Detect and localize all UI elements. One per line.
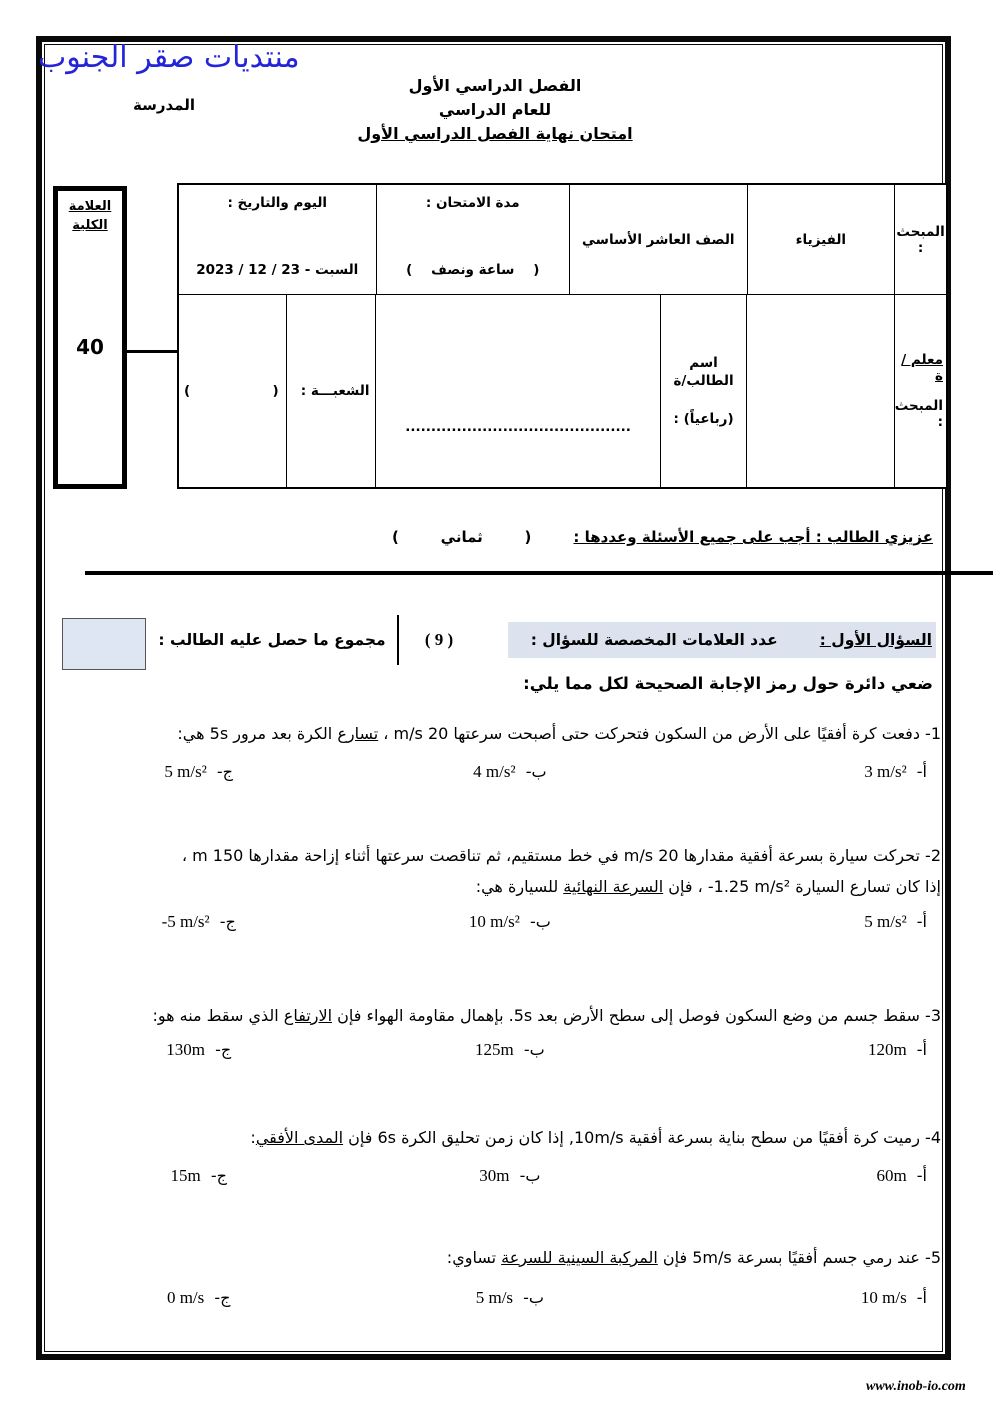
allocated-marks-value: ( 9 ) bbox=[424, 630, 454, 649]
option-value: 30m bbox=[479, 1166, 510, 1185]
teacher-label-2: المبحث : bbox=[894, 398, 943, 430]
mcq-instruction: ضعي دائرة حول رمز الإجابة الصحيحة لكل مما يلي: bbox=[523, 674, 933, 693]
question-5-pre: 5- عند رمي جسم أفقيًا بسرعة 5m/s فإن bbox=[657, 1248, 941, 1267]
question-1-keyword: تسارع bbox=[337, 724, 379, 743]
option-letter: أ- bbox=[916, 1288, 927, 1307]
question-5-options bbox=[52, 1288, 941, 1308]
question-4-post: : bbox=[250, 1128, 256, 1147]
subject-label-cell: المبحث : bbox=[896, 223, 945, 256]
question-1-pre: 1- دفعت كرة أفقيًا على الأرض من السكون فتحركت حتى أصبحت سرعتها 20 m/s ، bbox=[378, 724, 941, 743]
student-name-label-cell bbox=[661, 295, 748, 487]
exam-info-table bbox=[177, 183, 948, 489]
student-score-box bbox=[62, 618, 146, 670]
option-b bbox=[345, 1166, 674, 1186]
question-5-keyword: المركبة السينية للسرعة bbox=[501, 1248, 658, 1267]
option-value: 5 m/s bbox=[475, 1288, 514, 1307]
question-1-title: السؤال الأول : bbox=[819, 631, 932, 649]
question-4-options bbox=[52, 1166, 941, 1186]
empty-cell bbox=[747, 295, 895, 487]
question-2-keyword: السرعة النهائية bbox=[563, 877, 664, 896]
option-value: 120m bbox=[867, 1040, 907, 1059]
option-letter: أ- bbox=[916, 912, 927, 931]
option-letter: ب- bbox=[523, 1288, 544, 1307]
option-letter: ج- bbox=[214, 1288, 231, 1307]
question-3-keyword: الارتفاع bbox=[283, 1006, 333, 1025]
option-letter: ج- bbox=[215, 1040, 232, 1059]
header-exam-title: امتحان نهاية الفصل الدراسي الأول bbox=[357, 124, 633, 143]
student-name-label-3: (رباعياً) : bbox=[673, 411, 734, 427]
question-1-header bbox=[57, 611, 936, 669]
option-value: 4 m/s² bbox=[473, 762, 516, 781]
option-letter: ج- bbox=[219, 912, 236, 931]
option-letter: أ- bbox=[916, 1166, 927, 1185]
question-3-post: الذي سقط منه هو: bbox=[152, 1006, 284, 1025]
question-4-keyword: المدى الأفقي bbox=[255, 1128, 344, 1147]
option-a bbox=[674, 1288, 941, 1308]
option-b bbox=[345, 912, 674, 932]
duration-cell bbox=[377, 185, 571, 294]
question-2-post: للسيارة هي: bbox=[475, 877, 564, 896]
subject-value-cell: الفيزياء bbox=[748, 185, 896, 294]
question-5-text bbox=[52, 1242, 941, 1273]
info-table-row-1 bbox=[179, 185, 946, 294]
question-2-line-1: 2- تحركت سيارة بسرعة أفقية مقدارها 20 m/s في خط مستقيم، ثم تناقصت سرعتها أثناء إزاحة مقدارها 150 m ، bbox=[181, 846, 941, 865]
header-semester: الفصل الدراسي الأول bbox=[408, 76, 582, 95]
total-mark-label-1: العلامة bbox=[68, 199, 112, 214]
mark-box-connector-line bbox=[122, 350, 178, 353]
option-letter: ج- bbox=[210, 1166, 227, 1185]
option-value: 0 m/s bbox=[166, 1288, 205, 1307]
watermark-text: منتديات صقر الجنوب bbox=[38, 40, 300, 75]
option-value: 130m bbox=[166, 1040, 205, 1059]
option-value: 10 m/s² bbox=[468, 912, 520, 931]
question-4-text bbox=[52, 1122, 941, 1153]
school-label: المدرسة bbox=[133, 96, 195, 114]
option-value: 125m bbox=[475, 1040, 514, 1059]
date-cell bbox=[179, 185, 377, 294]
student-name-label-1: اسم bbox=[689, 355, 718, 371]
question-2-pre: إذا كان تسارع السيارة ‎-1.25 m/s²‎ ، فإن bbox=[663, 877, 941, 896]
option-value: 5 m/s² bbox=[164, 762, 207, 781]
dear-student-text: عزيزي الطالب : أجب على جميع الأسئلة وعددها : bbox=[573, 528, 933, 546]
question-4-pre: 4- رميت كرة أفقيًا من سطح بناية بسرعة أفقية 10m/s, إذا كان زمن تحليق الكرة 6s فإن bbox=[343, 1128, 941, 1147]
question-2-line-2 bbox=[52, 871, 941, 902]
option-letter: أ- bbox=[916, 1040, 927, 1059]
duration-label: مدة الامتحان : bbox=[425, 195, 520, 211]
option-value: 5 m/s² bbox=[864, 912, 907, 931]
option-value: 3 m/s² bbox=[864, 762, 907, 781]
total-mark-label-2: الكلية bbox=[72, 218, 108, 233]
option-c bbox=[52, 1288, 345, 1308]
total-mark-box bbox=[53, 186, 127, 489]
option-value: 15m bbox=[170, 1166, 201, 1185]
section-label-cell: الشعبـــة : bbox=[287, 295, 377, 487]
option-c bbox=[52, 762, 345, 782]
option-b bbox=[345, 762, 674, 782]
question-3-options bbox=[52, 1040, 941, 1060]
section-value-cell: ( ) bbox=[179, 295, 287, 487]
question-1-post: الكرة بعد مرور 5s هي: bbox=[177, 724, 338, 743]
student-name-label-2: الطالب/ة bbox=[673, 373, 734, 389]
option-c bbox=[52, 1166, 345, 1186]
option-letter: ب- bbox=[523, 1040, 545, 1059]
option-a bbox=[674, 1040, 941, 1060]
section-divider-line bbox=[85, 571, 993, 575]
website-url: www.inob-io.com bbox=[866, 1379, 966, 1394]
option-letter: أ- bbox=[916, 762, 927, 781]
duration-value: ( ساعة ونصف ) bbox=[406, 262, 540, 278]
header-vertical-divider bbox=[397, 615, 399, 665]
question-5-post: تساوي: bbox=[446, 1248, 502, 1267]
option-value: 60m bbox=[876, 1166, 907, 1185]
question-3-pre: 3- سقط جسم من وضع السكون فوصل إلى سطح الأرض بعد 5s. بإهمال مقاومة الهواء فإن bbox=[332, 1006, 941, 1025]
option-b bbox=[345, 1288, 674, 1308]
option-letter: ج- bbox=[216, 762, 234, 781]
option-letter: ب- bbox=[519, 1166, 541, 1185]
option-value: -5 m/s² bbox=[161, 912, 210, 931]
teacher-label-1: معلم / ة bbox=[901, 352, 943, 384]
option-letter: ب- bbox=[525, 762, 547, 781]
question-1-options bbox=[52, 762, 941, 782]
exam-header bbox=[300, 74, 690, 146]
question-3-text bbox=[52, 1000, 941, 1031]
question-count: ( ثماني ) bbox=[392, 528, 532, 546]
question-2-text bbox=[52, 840, 941, 902]
total-mark-value: 40 bbox=[76, 335, 104, 359]
option-c bbox=[52, 1040, 345, 1060]
header-year: للعام الدراسي bbox=[438, 100, 552, 119]
option-value: 10 m/s bbox=[860, 1288, 907, 1307]
option-b bbox=[345, 1040, 674, 1060]
student-name-dots-cell: ............................................ bbox=[376, 295, 660, 487]
allocated-marks-label: عدد العلامات المخصصة للسؤال : bbox=[530, 631, 778, 649]
question-2-options bbox=[52, 912, 941, 932]
option-c bbox=[52, 912, 345, 932]
question-title-highlight bbox=[508, 622, 936, 658]
grade-cell: الصف العاشر الأساسي bbox=[570, 185, 748, 294]
teacher-cell bbox=[895, 295, 946, 487]
option-letter: ب- bbox=[529, 912, 551, 931]
info-table-row-2 bbox=[179, 294, 946, 487]
date-value: السبت - 23 / 12 / 2023 bbox=[196, 262, 359, 278]
dear-student-notice bbox=[392, 528, 933, 546]
option-a bbox=[674, 912, 941, 932]
date-label: اليوم والتاريخ : bbox=[227, 195, 328, 211]
option-a bbox=[674, 762, 941, 782]
option-a bbox=[674, 1166, 941, 1186]
student-score-label: مجموع ما حصل عليه الطالب : bbox=[158, 631, 386, 649]
question-1-text bbox=[52, 718, 941, 749]
